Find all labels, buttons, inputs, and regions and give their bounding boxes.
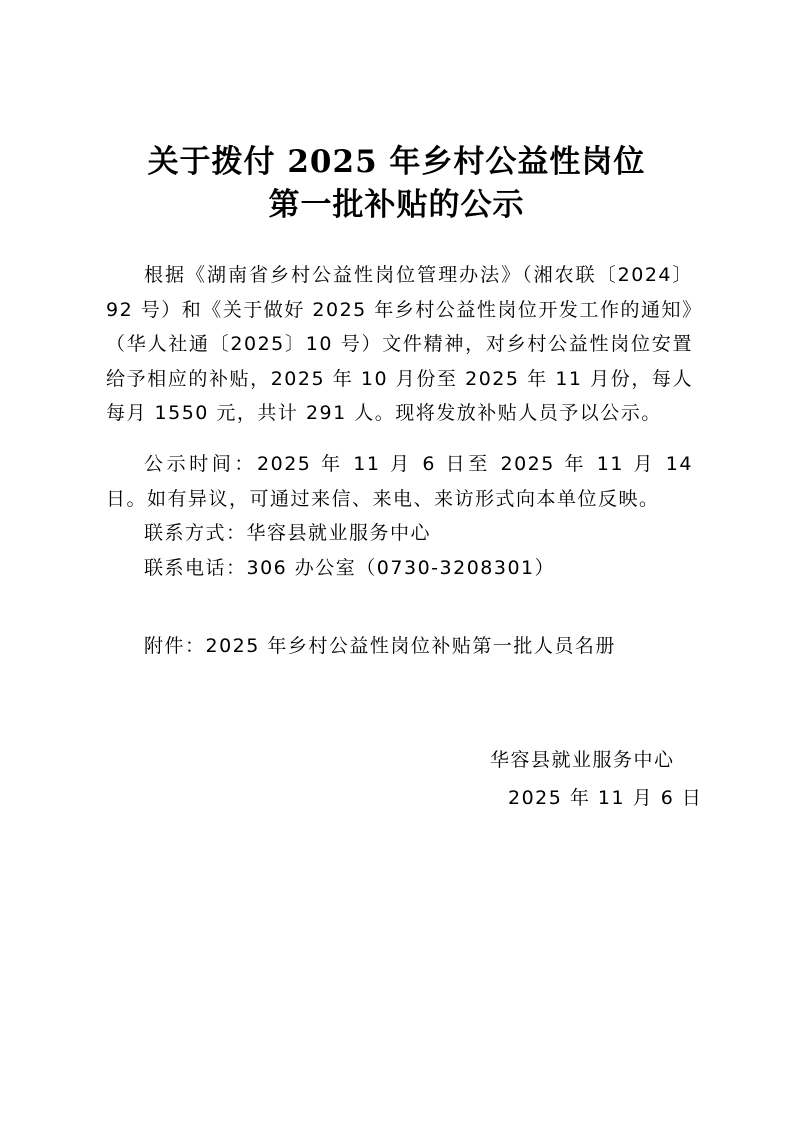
document-title-line-2: 第一批补贴的公示 — [268, 187, 525, 223]
document-title-line-1: 关于拨付 2025 年乡村公益性岗位 — [147, 144, 646, 180]
signature-date: 2025 年 11 月 6 日 — [508, 787, 703, 809]
signature-organization: 华容县就业服务中心 — [490, 749, 675, 771]
body-paragraph-basis: 根据《湖南省乡村公益性岗位管理办法》（湘农联〔2024〕92 号）和《关于做好 2025 年乡村公益性岗位开发工作的通知》（华人社通〔2025〕10 号）文件精神，对乡村公益性岗位安置给予相应的补贴，2025 年 10 月份至 2025 年 11 月份，每人每月 1550 元，共计 291 人。现将发放补贴人员予以公示。 — [106, 264, 693, 424]
body-paragraph-notice-period: 公示时间：2025 年 11 月 6 日至 2025 年 11 月 14 日。如有异议，可通过来信、来电、来访形式向本单位反映。 — [106, 453, 693, 510]
attachment-line: 附件：2025 年乡村公益性岗位补贴第一批人员名册 — [144, 635, 616, 657]
contact-phone: 联系电话：306 办公室（0730-3208301） — [144, 557, 556, 579]
contact-method: 联系方式：华容县就业服务中心 — [144, 522, 432, 544]
